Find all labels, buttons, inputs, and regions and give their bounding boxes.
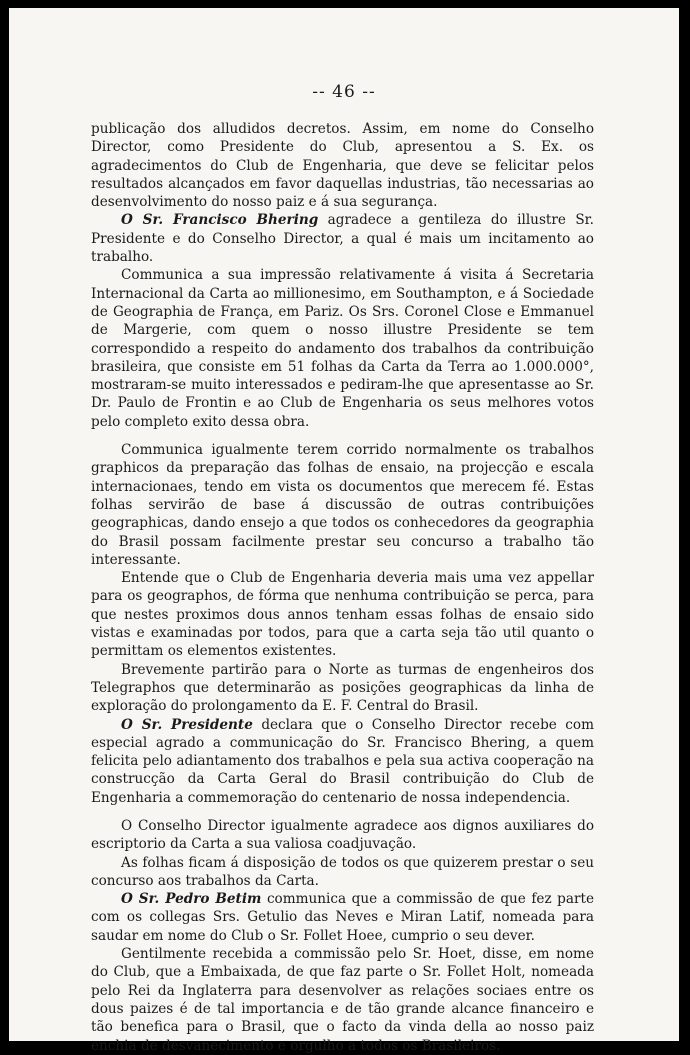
paragraph: O Sr. Pedro Betim communica que a commissão de que fez parte com os collegas Srs. Getulio das Neves e Miran Latif, nomeada para saudar em nome do Club o Sr. Follet Hoee, cumprio o seu dever. [91,891,594,944]
speaker-name: O Sr. Presidente [121,716,253,733]
speaker-name: O Sr. Pedro Betim [121,891,262,908]
paragraph: O Sr. Francisco Bhering agradece a gentileza do illustre Sr. Presidente e do Conselho Director, a qual é mais um incitamento ao trabalho. [91,212,594,266]
paragraph: O Conselho Director igualmente agradece aos dignos auxiliares do escriptorio da Carta a sua valiosa coadjuvação. [91,817,594,853]
paragraph: As folhas ficam á disposição de todos os que quizerem prestar o seu concurso aos trabalhos da Carta. [91,854,594,889]
body-text [91,120,594,1055]
paragraph: Brevemente partirão para o Norte as turmas de engenheiros dos Telegraphos que determinarão as posições geographicas da linha de exploração do prolongamento da E. F. Central do Brasil. [91,661,594,715]
paragraph: Communica a sua impressão relativamente á visita á Secretaria Internacional da Carta ao millionesimo, em Southampton, e á Sociedade de Geographia de França, em Pariz. Os Srs. Coronel Close e Emmanuel de Margerie, com quem o nosso illustre Presidente se tem correspondido a respeito do andamento dos trabalhos da contribuição brasileira, que consiste em 51 folhas da Carta da Terra ao 1.000.000°, mostraram-se muito interessados e pediram-lhe que apresentasse ao Sr. Dr. Paulo de Frontin e ao Club de Engenharia os seus melhores votos pelo completo exito dessa obra. [91,267,594,430]
paragraph: Gentilmente recebida a commissão pelo Sr. Hoet, disse, em nome do Club, que a Embaixada, de que faz parte o Sr. Follet Holt, nomeada pelo Rei da Inglaterra para desenvolver as relações sociaes entre os dous paizes é de tal importancia e de tão grande alcance financeiro e tão benefica para o Brasil, que o facto da vinda della ao nosso paiz enchia de desvanecimento e orgulho a todos os Brasileiros. [91,946,594,1054]
paragraph: publicação dos alludidos decretos. Assim, em nome do Conselho Director, como Presidente do Club, apresentou a S. Ex. os agradecimentos do Club de Engenharia, que deve se felicitar pelos resultados alcançados em favor daquellas industrias, tão necessarias ao desenvolvimento do nosso paiz e á sua segurança. [91,121,594,211]
page-number: -- 46 -- [312,82,376,102]
speaker-name: O Sr. Francisco Bhering [121,212,319,229]
paragraph: O Sr. Presidente declara que o Conselho Director recebe com especial agrado a communicação do Sr. Francisco Bhering, a quem felicita pelo adiantamento dos trabalhos e pela sua activa cooperação na construcção da Carta Geral do Brasil contribuição do Club de Engenharia a commemoração do centenario de nossa independencia. [91,716,594,806]
document-page [9,8,679,1054]
paragraph: Communica igualmente terem corrido normalmente os trabalhos graphicos da preparação das folhas de ensaio, na projecção e escala internacionaes, tendo em vista os documentos que merecem fé. Estas folhas servirão de base á discussão de outras contribuições geographicas, dando ensejo a que todos os conhecedores da geographia do Brasil possam facilmente prestar seu concurso a trabalho tão interessante. [91,442,594,568]
paragraph: Entende que o Club de Engenharia deveria mais uma vez appellar para os geographos, de fórma que nenhuma contribuição se perca, para que nestes proximos dous annos tenham essas folhas de ensaio sido vistas e examinadas por todos, para que a carta seja tão util quanto o permittam os elementos existentes. [91,570,594,660]
